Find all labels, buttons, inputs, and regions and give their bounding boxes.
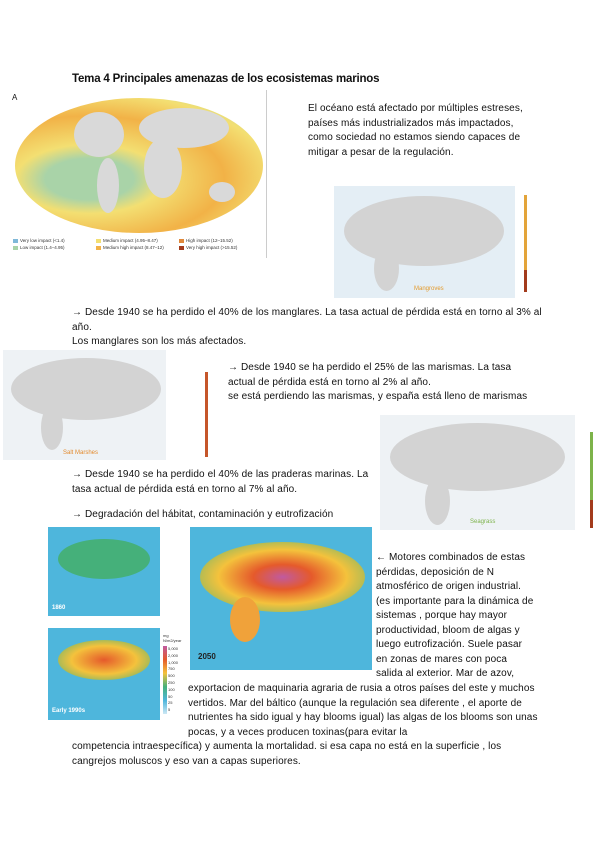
panel-label: A: [12, 93, 18, 102]
land: [200, 542, 365, 612]
legend-item: Very low impact (<1.4): [13, 238, 96, 243]
intro-paragraph: El océano está afectado por múltiples estreses, países más industrializados más impactados, como sociedad no estamos siendo capaces de mitigar a pesar de la regulación.: [308, 103, 523, 158]
legend-item: Very high impact (>15.52): [179, 245, 262, 250]
legend-value: 250: [168, 679, 175, 685]
page-title: Tema 4 Principales amenazas de los ecosistemas marinos: [72, 73, 380, 85]
legend-value: 5,000: [168, 646, 179, 651]
land: [58, 539, 150, 579]
legend-color-scale: [163, 646, 167, 714]
salt-marshes-text: → Desde 1940 se ha perdido el 25% de las marismas. La tasa actual de pérdida está en torno al 2% al año.: [228, 362, 512, 388]
land-north-america: [74, 112, 124, 157]
legend-value: 1,000: [168, 659, 179, 665]
drivers-paragraph-3: competencia intraespecífica) y aumenta la mortalidad. si esa capa no está en la superficie , los cangrejos moluscos y eso van a capas superiores.: [72, 741, 502, 767]
legend-item: High impact (12–15.52): [179, 238, 262, 243]
legend-item: Low impact (1.4–4.95): [13, 245, 96, 250]
seagrass-text: → Desde 1940 se ha perdido el 40% de las praderas marinas. La tasa actual de pérdida está en torno al 7% al año.: [72, 469, 369, 495]
land-africa: [144, 138, 182, 198]
land: [230, 597, 260, 642]
seagrass-map: [380, 415, 575, 530]
land-australia: [209, 182, 235, 202]
mangroves-map: [334, 186, 515, 298]
map-label: Salt Marshes: [63, 450, 99, 456]
loss-bar: [590, 500, 593, 528]
map-label: Mangroves: [414, 286, 444, 292]
impact-legend: [13, 238, 263, 250]
legend-value: 100: [168, 686, 175, 692]
map-label: 2050: [198, 652, 216, 661]
map-label: Seagrass: [470, 519, 496, 525]
cumulative-impact-map: [9, 90, 267, 258]
degradation-heading: → Degradación del hábitat, contaminación y eutrofización: [72, 509, 334, 520]
legend-item: Medium high impact (8.47–12): [96, 245, 179, 250]
n-deposition-map-2050: [190, 527, 372, 670]
land: [58, 640, 150, 680]
legend-value: 5: [168, 707, 171, 713]
legend-title: mg N/m2/year: [163, 633, 182, 643]
legend-value: 50: [168, 693, 173, 699]
ocean-impact: [15, 98, 263, 233]
land: [425, 477, 450, 525]
land-south-america: [97, 158, 119, 213]
salt-marshes-map: [3, 350, 166, 460]
land: [11, 358, 161, 420]
drivers-paragraph-1: ← Motores combinados de estas pérdidas, deposición de N atmosférico de origen industrial. (es importante para la dinámica de sistemas , porque hay mayor productividad, bloom de algas y luego eutrofización. Suele pasar en zonas de mares con poca salida al exterior. Mar de azov,: [376, 552, 534, 679]
land: [344, 196, 504, 266]
loss-bar: [524, 270, 527, 292]
land: [390, 423, 565, 491]
legend-item: Medium impact (4.95–8.47): [96, 238, 179, 243]
legend-value: 750: [168, 666, 175, 672]
land: [374, 246, 399, 291]
n-deposition-map-1990s: [48, 628, 160, 720]
mangroves-text: → Desde 1940 se ha perdido el 40% de los manglares. La tasa actual de pérdida está en torno al 3% al año.: [72, 307, 542, 333]
loss-bar: [205, 372, 208, 457]
n-deposition-map-1860: [48, 527, 160, 616]
legend-value: 25: [168, 700, 173, 706]
legend-value: 2,000: [168, 652, 179, 658]
drivers-paragraph-2: exportacion de maquinaria agraria de rusia a otros países del este y muchos vertidos. Mar del báltico (aunque la regulación sea diferente , el aporte de nutrientes ha sido igual y hay blooms igual) las algas de los blooms son unas pocas, y a veces producen toxinas(para evitar la: [188, 683, 538, 738]
salt-marshes-note: se está perdiendo las marismas, y españa está lleno de marismas: [228, 391, 528, 402]
land: [41, 405, 63, 450]
map-label: 1860: [52, 605, 66, 611]
map-label: Early 1990s: [52, 708, 86, 714]
n-legend: [163, 633, 187, 725]
legend-value: 500: [168, 673, 175, 679]
mangroves-note: Los manglares son los más afectados.: [72, 336, 247, 347]
